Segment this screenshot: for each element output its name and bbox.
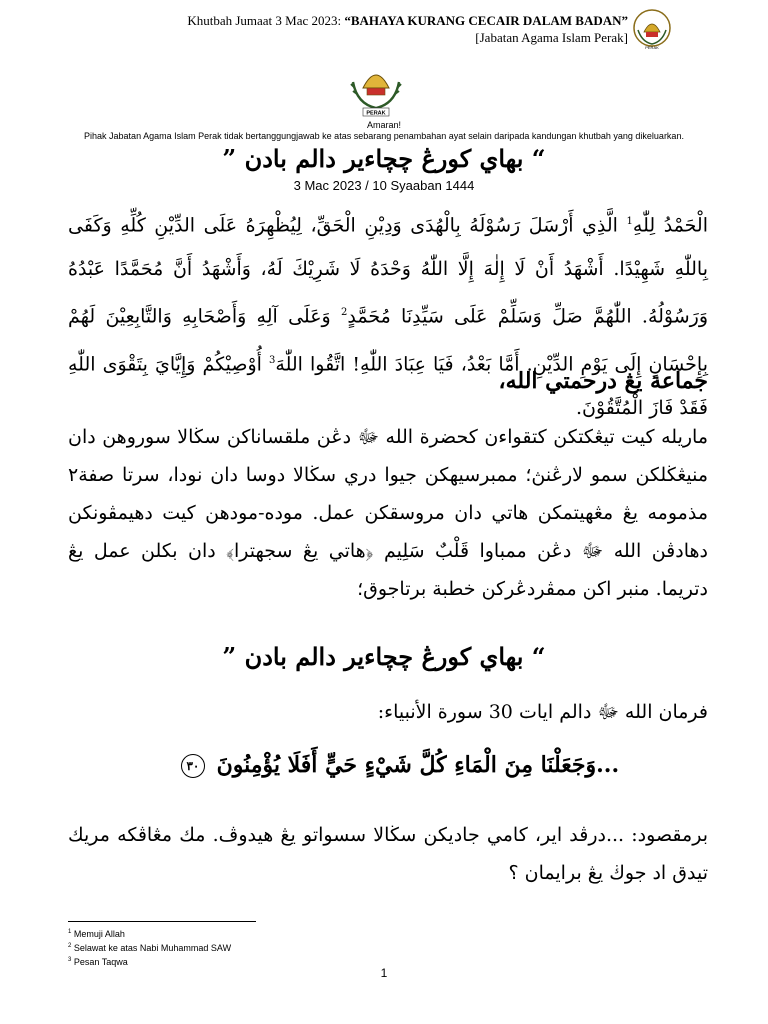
verse-meaning: برمقصود: ...درڤد اير، كامي جاديكن سڬالا سسواتو يڠ هيدوڤ. مك مڠاڤكه مريك تيدق اد جوڬ يڠ برايمان ؟: [68, 824, 708, 884]
disclaimer-text: Pihak Jabatan Agama Islam Perak tidak bertanggungjawab ke atas sebarang penambahan ayat selain daripada kandungan khutbah yang dikeluarkan.: [84, 131, 684, 141]
footnotes: [68, 926, 231, 968]
sermon-title: ” بهاي كورڠ چچاءير دالم بادن “: [222, 144, 546, 173]
arabic-part-1a: الْحَمْدُ لِلّٰهِ: [632, 214, 708, 237]
header-department: [Jabatan Agama Islam Perak]: [475, 30, 628, 45]
footnote-ref-2: 2: [341, 307, 348, 319]
disclaimer: [0, 120, 768, 142]
sermon-title-repeat: ” بهاي كورڠ چچاءير دالم بادن “: [222, 642, 546, 671]
quran-verse-text: ...وَجَعَلْنَا مِنَ الْمَاءِ كُلَّ شَيْءٍ حَيٍّ أَفَلَا يُؤْمِنُونَ: [216, 752, 620, 778]
verse-number-badge: ٣٠: [181, 754, 205, 778]
perak-crest-icon: [632, 8, 672, 50]
arabic-part-3b: أُوْصِيْكُمْ وَإِيَّايَ بِتَقْوَى اللّٰهِ فَقَدْ فَازَ الْمُتَّقُوْنَ.: [68, 352, 708, 419]
footnote-divider: [68, 921, 256, 922]
footnote-item: $^2$ Selawat ke atas Nabi Muhammad SAW: [68, 943, 232, 953]
arabic-part-2b: وَعَلَى آلِهِ وَأَصْحَابِهِ وَالتَّابِعِيْنَ لَهُمْ بِإِحْسَانٍ إِلَى يَوْمِ الدِّيْنِ. أَمَّا بَعْدُ، فَيَا عِبَادَ اللّٰهِ! اتَّقُوا اللّٰهَ: [68, 305, 708, 375]
quran-verse: [150, 752, 650, 778]
header-sermon-title: “BAHAYA KURANG CECAIR DALAM BADAN”: [344, 13, 628, 28]
disclaimer-title: Amaran!: [366, 120, 401, 130]
crest-small-label: PERAK: [645, 45, 659, 50]
congregation-greeting: جماعة يڠ درحمتي الله،: [498, 368, 708, 394]
crest-large-label: PERAK: [366, 110, 386, 117]
opening-arabic-text: [68, 200, 708, 430]
arabic-part-1b: الَّذِي أَرْسَلَ رَسُوْلَهُ بِالْهُدَى وَدِيْنِ الْحَقِّ، لِيُظْهِرَهُ عَلَى الدِّيْنِ كُلِّهِ وَكَفَى بِاللّٰهِ شَهِيْدًا. أَشْهَدُ أَنْ لَا إِلٰهَ إِلَّا اللّٰهُ وَحْدَهُ لَا شَرِيْكَ لَهُ، وَأَشْهَدُ أَنَّ مُحَمَّدًا عَبْدُهُ وَرَسُوْلُهُ. اللّٰهُمَّ صَلِّ وَسَلِّمْ عَلَى سَيِّدِنَا مُحَمَّدٍ: [68, 214, 708, 328]
footnote-ref-1: 1: [626, 216, 633, 227]
sermon-date: 3 Mac 2023 / 10 Syaaban 1444: [293, 178, 475, 193]
header-line1: [68, 12, 628, 29]
footnote-ref-3: 3: [269, 354, 276, 366]
verse-introduction: فرمان الله ﷻ دالم ايات 30 سورة الأنبياء:: [377, 701, 708, 723]
footnote-item: $^3$ Pesan Taqwa: [68, 957, 128, 967]
page-header: [68, 12, 628, 46]
perak-crest-large-icon: [345, 58, 407, 120]
header-prefix: Khutbah Jumaat 3 Mac 2023:: [187, 13, 345, 28]
main-paragraph: ماريله كيت تيڠكتكن كتقواءن كحضرة الله ﷻ دڠن ملقساناكن سڬالا سوروهن دان منيڠڬلكن سمو لارڠنڽ؛ ممبرسيهكن جيوا دري سڬالا دوسا دان نودا، سرتا صفة٢ مذمومه يڠ مڠهيتمكن هاتي دان مروسقكن عمل. موده-مودهن كيت دهيمڤونكن دهادڤن الله ﷻ دڠن ممباوا قَلْبٌ سَلِيم ﴿هاتي يڠ سجهترا﴾ دان بكلن عمل يڠ دتريما. منبر اكن ممڤردڠركن خطبة برتاجوق؛: [68, 426, 708, 600]
footnote-item: $^1$ Memuji Allah: [68, 929, 125, 939]
page-number: 1: [380, 966, 388, 980]
